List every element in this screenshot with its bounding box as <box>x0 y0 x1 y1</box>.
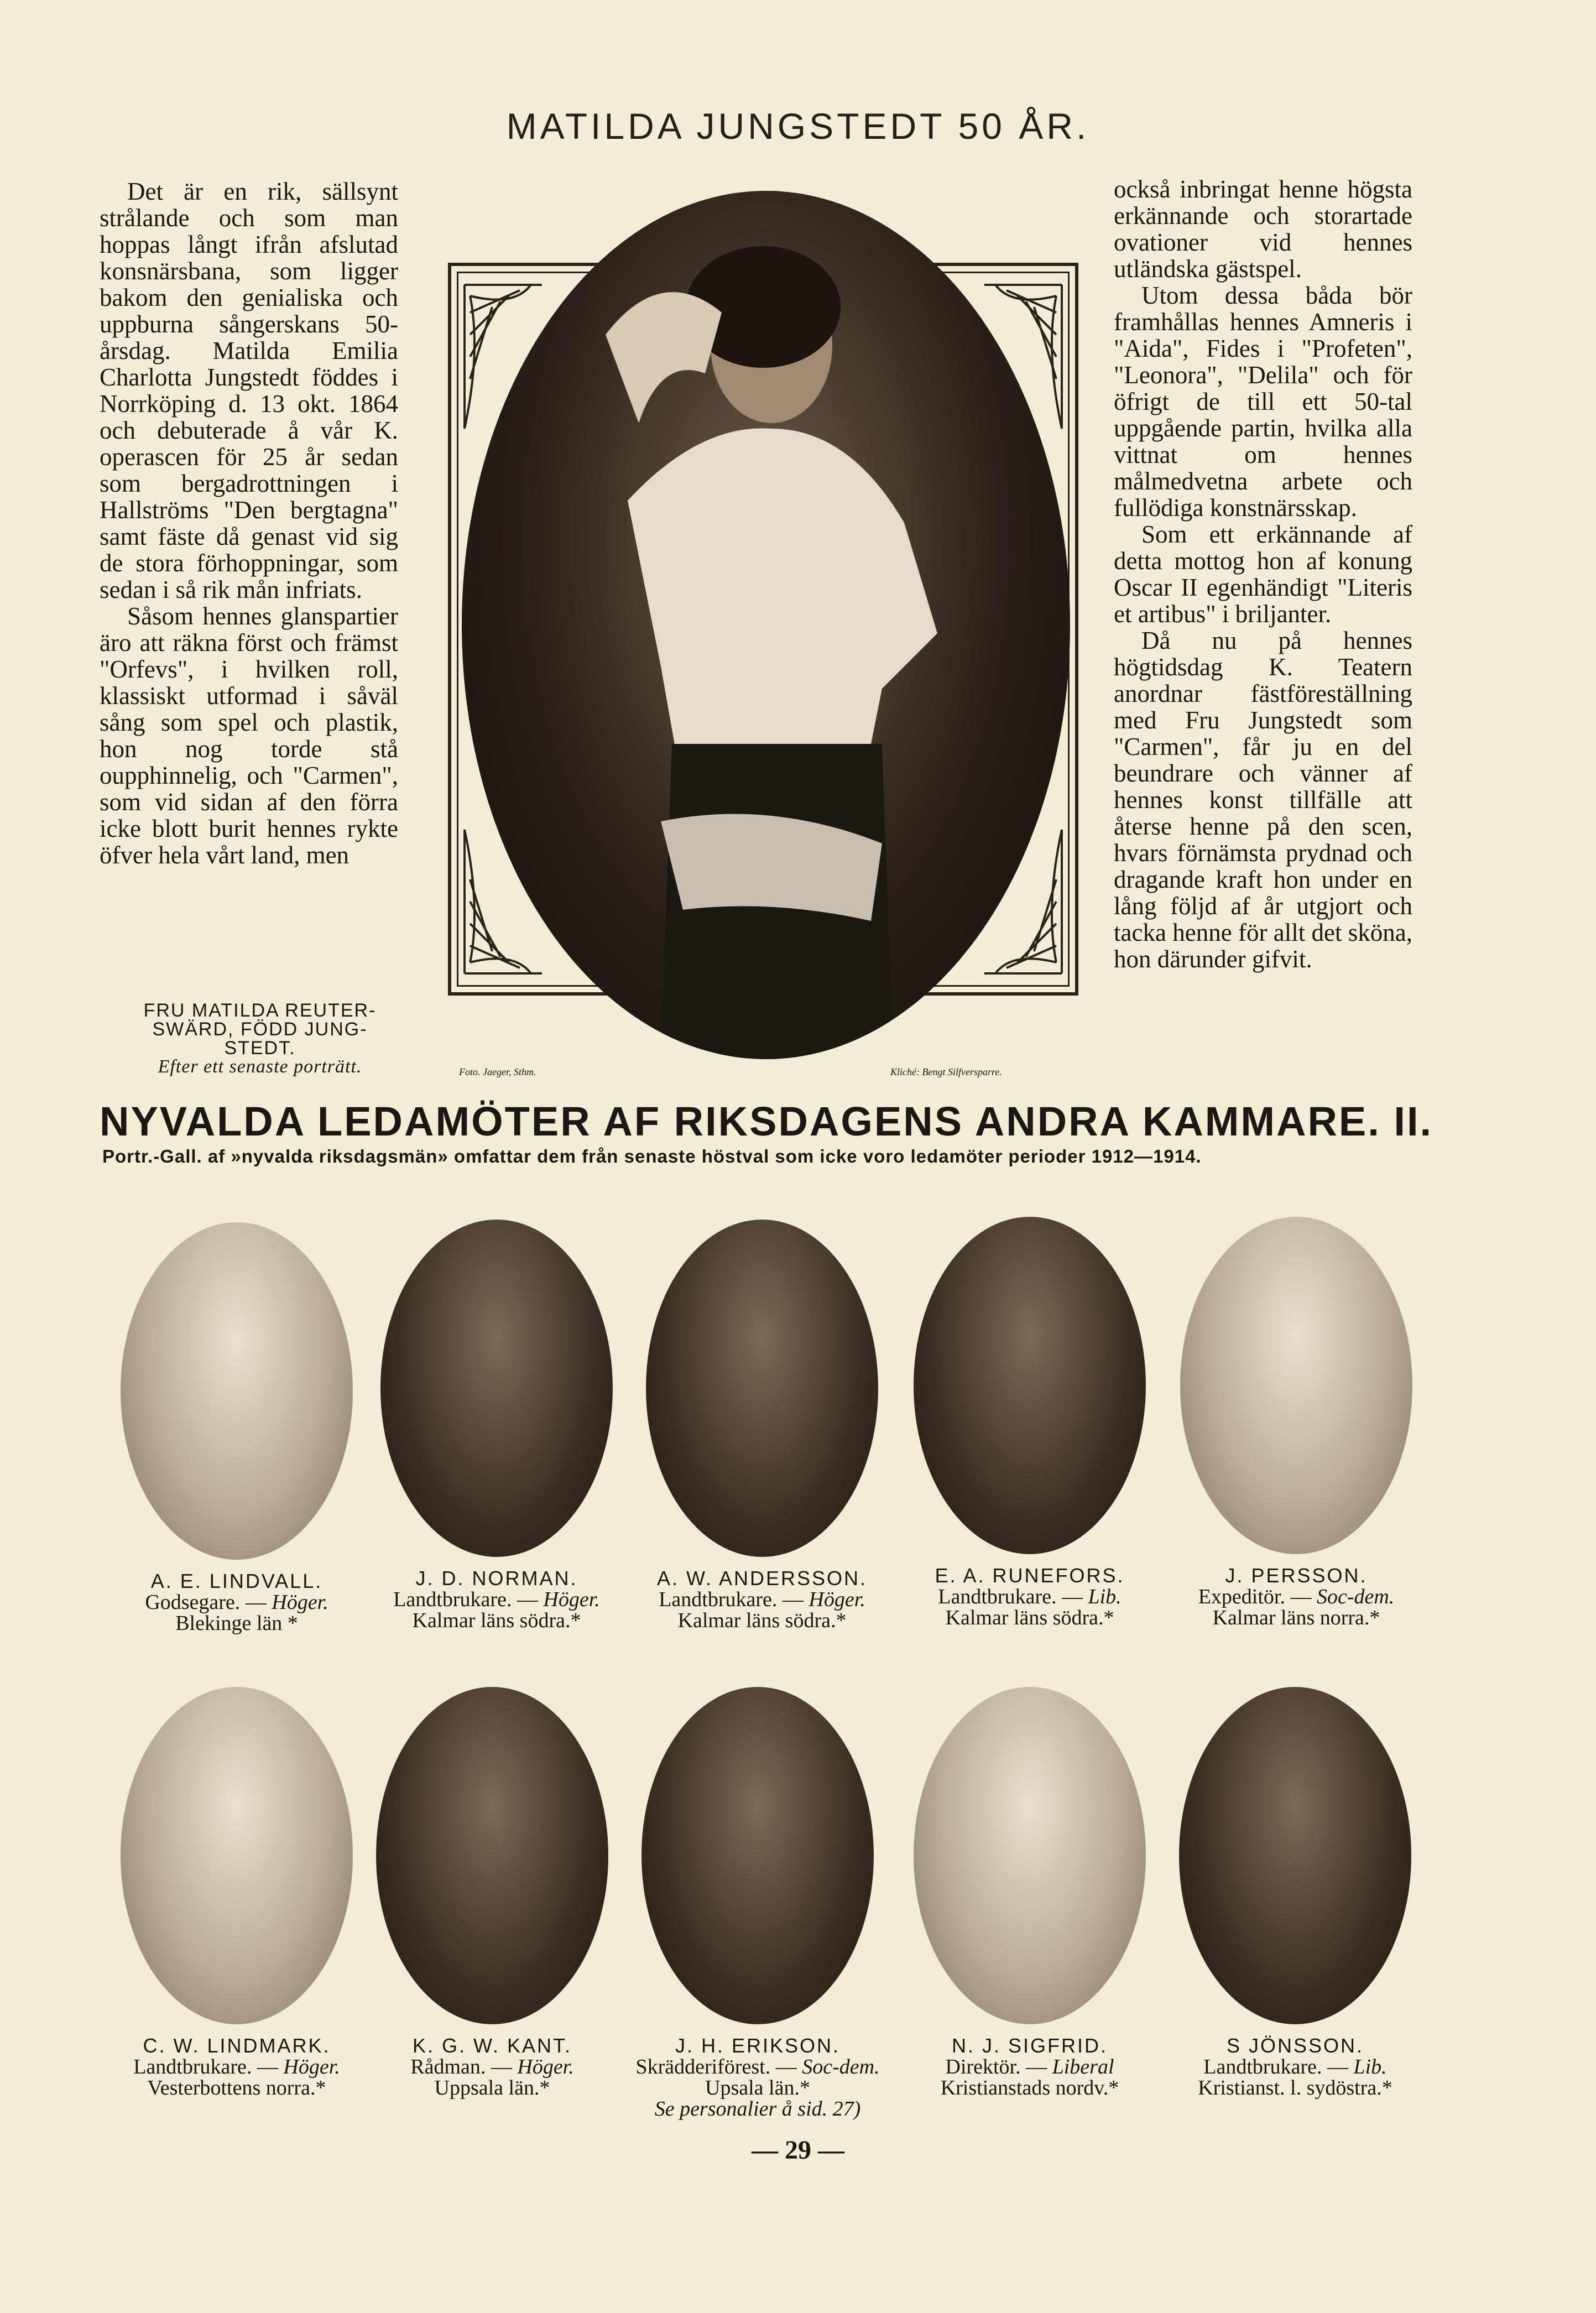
member-card <box>369 1220 624 1631</box>
member-name: K. G. W. KANT. <box>412 2034 572 2057</box>
member-card <box>365 1687 619 2098</box>
member-card <box>630 1687 885 2119</box>
member-photo <box>646 1220 878 1557</box>
member-occupation: Landtbrukare. — Höger. <box>133 2055 340 2078</box>
member-occupation: Expeditör. — Soc-dem. <box>1198 1585 1395 1608</box>
member-name: A. W. ANDERSSON. <box>656 1567 868 1590</box>
article-right-column <box>1114 176 1412 972</box>
member-occupation: Direktör. — Liberal <box>945 2055 1114 2078</box>
portrait-silhouette <box>462 191 1070 1059</box>
member-card <box>903 1217 1157 1628</box>
member-card <box>903 1687 1157 2098</box>
paragraph: Utom dessa båda bör framhållas hennes Amneris i "Aida", Fides i "Profeten", "Leonora", "Delila" och för öfrigt de till ett 50-tal uppgående partin, hvilka alla vittnat om hennes målmedvetna arbete och fullödiga konstnärsskap. <box>1114 282 1412 522</box>
paragraph: Som ett erkännande af detta mottog hon af konung Oscar II egenhändigt "Literis et artibus" i briljanter. <box>1114 520 1412 628</box>
member-photo <box>121 1222 353 1560</box>
member-district: Kristianstads nordv.* <box>940 2076 1119 2100</box>
member-occupation: Landtbrukare. — Höger. <box>393 1588 600 1611</box>
member-photo <box>121 1687 353 2024</box>
member-photo <box>641 1687 874 2024</box>
member-card <box>109 1687 364 2098</box>
member-card <box>1168 1687 1422 2098</box>
member-district: Uppsala län.* <box>434 2076 550 2100</box>
member-name: N. J. SIGFRID. <box>951 2034 1108 2057</box>
member-district: Kristianst. l. sydöstra.* <box>1198 2076 1392 2100</box>
member-name: J. H. ERIKSON. <box>675 2034 841 2057</box>
member-occupation: Skrädderiförest. — Soc-dem. <box>635 2055 880 2078</box>
member-district: Blekinge län * <box>175 1612 298 1635</box>
member-card <box>109 1222 364 1634</box>
member-district: Vesterbottens norra.* <box>147 2076 326 2100</box>
member-occupation: Godsegare. — Höger. <box>145 1591 328 1614</box>
member-photo <box>914 1687 1146 2024</box>
member-photo <box>1180 1217 1412 1554</box>
member-photo <box>914 1217 1146 1554</box>
member-name: S JÖNSSON. <box>1226 2034 1364 2057</box>
paragraph: Då nu på hennes högtidsdag K. Teatern anordnar fästföreställning med Fru Jungstedt som "Carmen", får ju en del beundrare och vänner af hennes konst tillfälle att återse henne på den scen, hvars förnämsta prydnad och dragande kraft hon under en lång följd af år utgjort och tacka henne för allt det sköna, hon därunder gifvit. <box>1114 627 1412 973</box>
member-name: A. E. LINDVALL. <box>150 1570 323 1592</box>
section-headline: NYVALDA LEDAMÖTER AF RIKSDAGENS ANDRA KAMMARE. II. <box>100 1098 1433 1144</box>
member-district: Upsala län.* <box>705 2076 810 2100</box>
member-photo <box>376 1687 608 2024</box>
caption-line: Efter ett senaste porträtt. <box>158 1056 362 1077</box>
member-district: Kalmar läns södra.* <box>945 1606 1114 1629</box>
paragraph: Såsom hennes glanspartier äro att räkna först och främst "Orfevs", i hvilken roll, klassiskt utformad i såväl sång som spel och plastik, hon nog torde stå oupphinnelig, och "Carmen", som vid sidan af den förra icke blott burit hennes rykte öfver hela vårt land, men <box>100 602 398 869</box>
portrait-photo <box>462 191 1070 1059</box>
member-name: J. D. NORMAN. <box>415 1567 578 1590</box>
member-occupation: Landtbrukare. — Lib. <box>1203 2055 1387 2078</box>
portrait-caption <box>100 1001 420 1076</box>
caption-line: FRU MATILDA REUTER- <box>143 1000 377 1021</box>
member-name: E. A. RUNEFORS. <box>935 1564 1125 1587</box>
member-card <box>635 1220 889 1631</box>
member-photo <box>1179 1687 1411 2024</box>
photo-credit: Foto. Jaeger, Sthm. <box>459 1066 536 1077</box>
member-district: Kalmar läns norra.* <box>1212 1606 1380 1629</box>
member-occupation: Rådman. — Höger. <box>410 2055 574 2078</box>
article-title: MATILDA JUNGSTEDT 50 ÅR. <box>506 106 1090 147</box>
member-district: Kalmar läns södra.* <box>677 1609 847 1632</box>
article-left-column <box>100 178 398 868</box>
caption-line: STEDT. <box>224 1038 296 1059</box>
caption-line: SWÄRD, FÖDD JUNG- <box>152 1019 368 1040</box>
section-subhead: Portr.-Gall. af »nyvalda riksdagsmän» omfattar dem från senaste höstval som icke voro ledamöter perioder 1912—1914. <box>102 1146 1202 1166</box>
member-name: C. W. LINDMARK. <box>143 2034 331 2057</box>
member-district: Kalmar läns södra.* <box>412 1609 581 1632</box>
member-card <box>1169 1217 1423 1628</box>
cliche-credit: Kliché: Bengt Silfversparre. <box>890 1066 1002 1077</box>
member-occupation: Landtbrukare. — Lib. <box>938 1585 1122 1608</box>
member-name: J. PERSSON. <box>1225 1564 1368 1587</box>
member-note: Se personalier å sid. 27) <box>654 2097 861 2121</box>
member-occupation: Landtbrukare. — Höger. <box>659 1588 865 1611</box>
paragraph: Det är en rik, sällsynt strålande och som man hoppas långt ifrån afslutad konsnärsbana, som ligger bakom den genialiska och uppburna sångerskans 50-årsdag. Matilda Emilia Charlotta Jungstedt föddes i Norrköping d. 13 okt. 1864 och debuterade å vår K. operascen för 25 år sedan som bergadrottningen i Hallströms "Den bergtagna" samt fäste då genast vid sig de stora förhoppningar, som sedan i så rik mån infriats. <box>100 178 398 603</box>
member-photo <box>380 1220 613 1557</box>
paragraph: också inbringat henne högsta erkännande och storartade ovationer vid hennes utländska gästspel. <box>1114 175 1412 283</box>
page-number: — 29 — <box>752 2135 844 2165</box>
